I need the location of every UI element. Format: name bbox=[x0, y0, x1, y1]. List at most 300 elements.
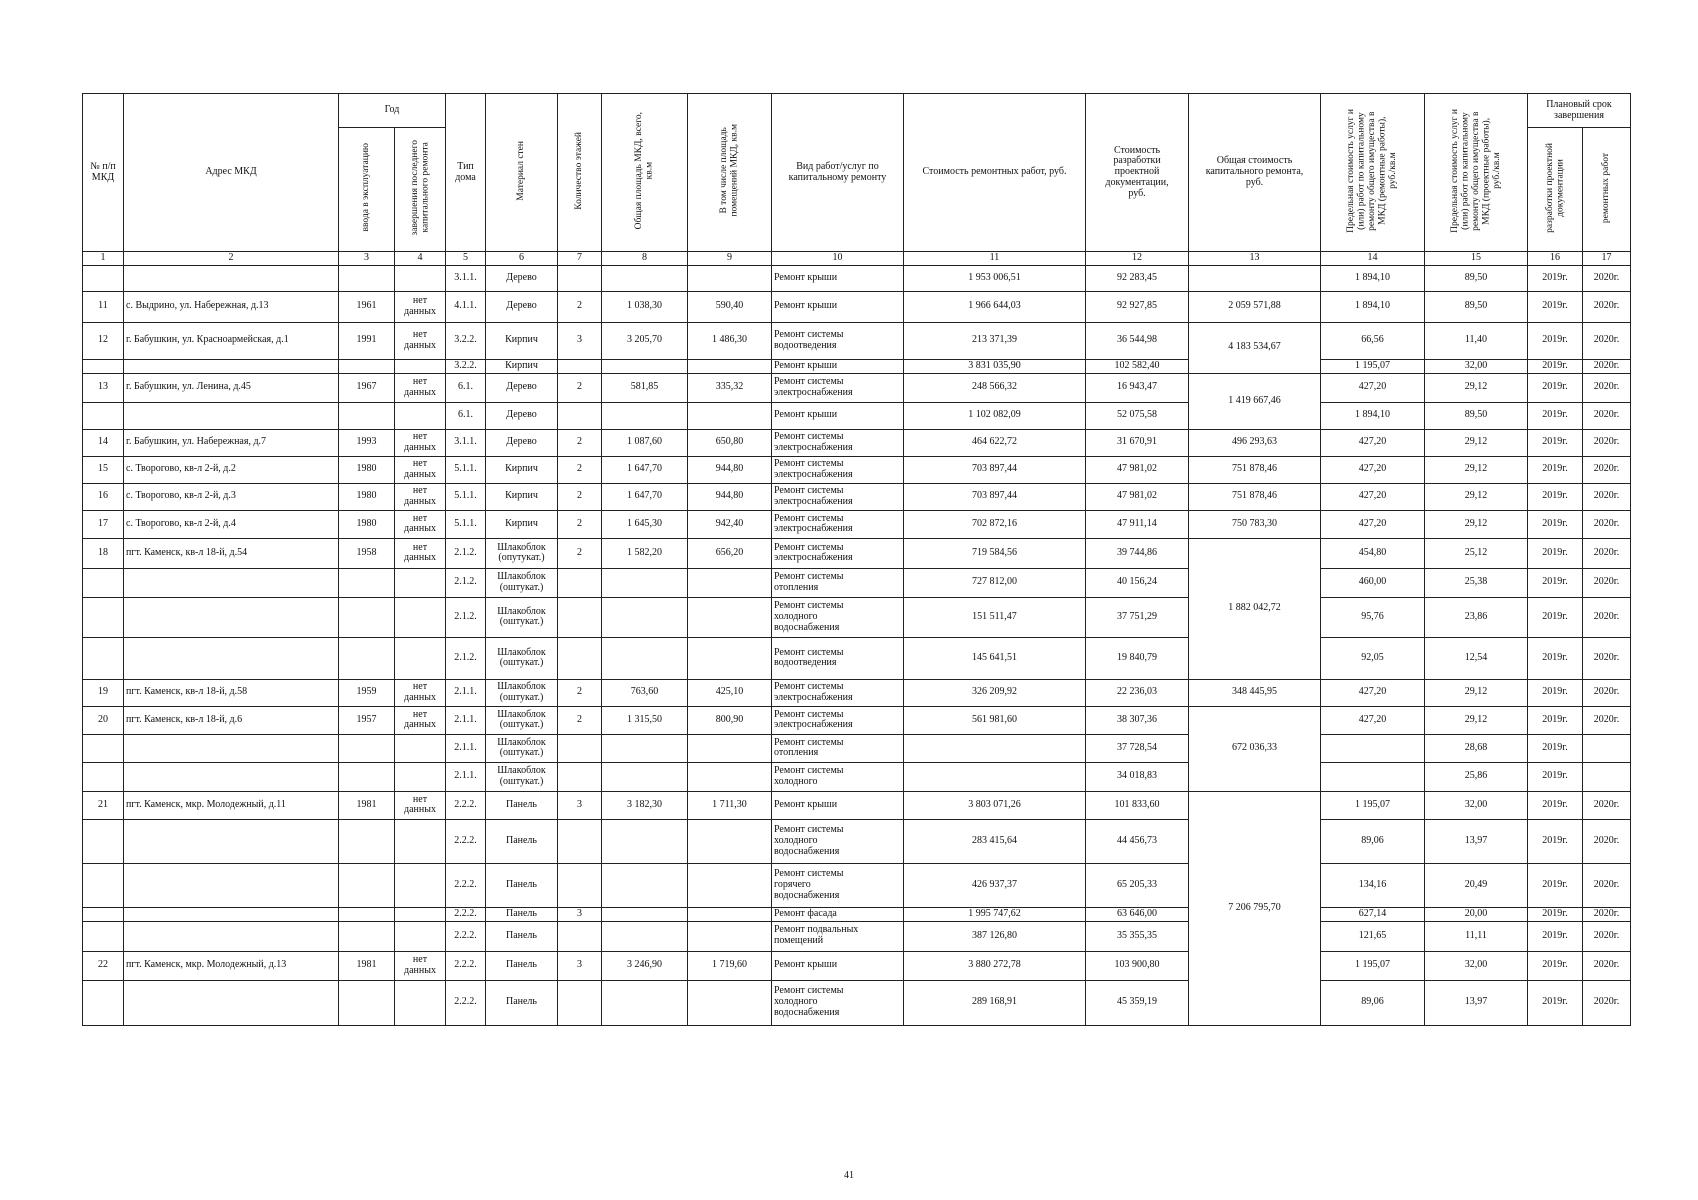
cell-c9 bbox=[688, 568, 772, 597]
cell-c12: 36 544,98 bbox=[1086, 322, 1189, 359]
cell-c10: Ремонт системы водоотведения bbox=[772, 637, 904, 679]
cell-c17: 2020г. bbox=[1583, 706, 1631, 734]
cell-total-cost: 751 878,46 bbox=[1189, 483, 1321, 510]
cell-c16: 2019г. bbox=[1528, 907, 1583, 921]
cell-c12: 102 582,40 bbox=[1086, 359, 1189, 373]
cell-c10: Ремонт системы отопления bbox=[772, 734, 904, 762]
cell-c16: 2019г. bbox=[1528, 706, 1583, 734]
cell-c3 bbox=[339, 359, 395, 373]
cell-c3 bbox=[339, 980, 395, 1025]
header-col-8: Общая площадь МКД, всего, кв.м bbox=[602, 94, 688, 252]
cell-c3: 1981 bbox=[339, 951, 395, 980]
cell-c2 bbox=[124, 597, 339, 637]
cell-c4: нет данных bbox=[395, 456, 446, 483]
cell-c10: Ремонт системы горячего водоснабжения bbox=[772, 863, 904, 907]
cell-c9: 944,80 bbox=[688, 456, 772, 483]
table-row bbox=[83, 907, 1631, 921]
cell-c12: 47 911,14 bbox=[1086, 510, 1189, 538]
cell-c9: 590,40 bbox=[688, 291, 772, 322]
column-number-7: 7 bbox=[558, 252, 602, 266]
cell-c7: 2 bbox=[558, 373, 602, 402]
cell-c8 bbox=[602, 734, 688, 762]
cell-c7 bbox=[558, 402, 602, 429]
cell-c15: 20,00 bbox=[1425, 907, 1528, 921]
cell-c8 bbox=[602, 637, 688, 679]
column-number-17: 17 bbox=[1583, 252, 1631, 266]
cell-c7: 2 bbox=[558, 706, 602, 734]
cell-total-cost: 348 445,95 bbox=[1189, 679, 1321, 706]
cell-c14: 427,20 bbox=[1321, 373, 1425, 402]
cell-c10: Ремонт системы электроснабжения bbox=[772, 679, 904, 706]
cell-c5: 2.2.2. bbox=[446, 951, 486, 980]
cell-c3 bbox=[339, 402, 395, 429]
cell-c8 bbox=[602, 568, 688, 597]
cell-c8 bbox=[602, 402, 688, 429]
cell-c17: 2020г. bbox=[1583, 819, 1631, 863]
cell-c12: 103 900,80 bbox=[1086, 951, 1189, 980]
cell-c5: 2.1.2. bbox=[446, 538, 486, 568]
cell-c7: 2 bbox=[558, 483, 602, 510]
cell-c4 bbox=[395, 819, 446, 863]
cell-c8 bbox=[602, 921, 688, 951]
cell-c2 bbox=[124, 863, 339, 907]
cell-c15: 13,97 bbox=[1425, 819, 1528, 863]
cell-c5: 2.2.2. bbox=[446, 921, 486, 951]
cell-c3 bbox=[339, 907, 395, 921]
cell-c10: Ремонт системы холодного водоснабжения bbox=[772, 819, 904, 863]
cell-c5: 2.1.1. bbox=[446, 762, 486, 791]
cell-c16: 2019г. bbox=[1528, 568, 1583, 597]
cell-c9 bbox=[688, 359, 772, 373]
cell-c2 bbox=[124, 359, 339, 373]
header-col-3: ввода в эксплуатацию bbox=[339, 128, 395, 252]
cell-c9 bbox=[688, 597, 772, 637]
cell-c8 bbox=[602, 980, 688, 1025]
cell-c17: 2020г. bbox=[1583, 291, 1631, 322]
cell-c14: 66,56 bbox=[1321, 322, 1425, 359]
cell-c12: 101 833,60 bbox=[1086, 791, 1189, 819]
cell-c7: 3 bbox=[558, 907, 602, 921]
cell-c15: 29,12 bbox=[1425, 429, 1528, 456]
cell-c9 bbox=[688, 265, 772, 291]
cell-total-cost: 7 206 795,70 bbox=[1189, 791, 1321, 1025]
cell-c3: 1991 bbox=[339, 322, 395, 359]
cell-c6: Панель bbox=[486, 921, 558, 951]
cell-c10: Ремонт фасада bbox=[772, 907, 904, 921]
table-row bbox=[83, 921, 1631, 951]
cell-c17: 2020г. bbox=[1583, 568, 1631, 597]
cell-c1 bbox=[83, 568, 124, 597]
cell-c3: 1980 bbox=[339, 456, 395, 483]
cell-c4: нет данных bbox=[395, 791, 446, 819]
cell-c11: 145 641,51 bbox=[904, 637, 1086, 679]
cell-c7: 3 bbox=[558, 951, 602, 980]
cell-c16: 2019г. bbox=[1528, 265, 1583, 291]
cell-c3: 1980 bbox=[339, 483, 395, 510]
column-number-2: 2 bbox=[124, 252, 339, 266]
cell-c15: 25,86 bbox=[1425, 762, 1528, 791]
cell-c10: Ремонт крыши bbox=[772, 791, 904, 819]
cell-c17: 2020г. bbox=[1583, 429, 1631, 456]
cell-c1: 19 bbox=[83, 679, 124, 706]
cell-c2: г. Бабушкин, ул. Набережная, д.7 bbox=[124, 429, 339, 456]
cell-c5: 2.1.1. bbox=[446, 734, 486, 762]
cell-c8: 1 087,60 bbox=[602, 429, 688, 456]
cell-c2 bbox=[124, 734, 339, 762]
cell-c1 bbox=[83, 907, 124, 921]
cell-c3 bbox=[339, 597, 395, 637]
cell-c14: 1 894,10 bbox=[1321, 291, 1425, 322]
cell-c3 bbox=[339, 734, 395, 762]
cell-c4 bbox=[395, 980, 446, 1025]
cell-c11: 719 584,56 bbox=[904, 538, 1086, 568]
header-col-14: Предельная стоимость услуг и (или) работ по капитальному ремонту общего имущества в МКД (ремонтные работы), руб./кв.м bbox=[1321, 94, 1425, 252]
cell-c8: 3 246,90 bbox=[602, 951, 688, 980]
cell-c8: 1 645,30 bbox=[602, 510, 688, 538]
cell-c2 bbox=[124, 568, 339, 597]
cell-c2 bbox=[124, 402, 339, 429]
cell-c7 bbox=[558, 980, 602, 1025]
cell-c6: Панель bbox=[486, 791, 558, 819]
cell-c4 bbox=[395, 921, 446, 951]
cell-c12: 40 156,24 bbox=[1086, 568, 1189, 597]
cell-c16: 2019г. bbox=[1528, 291, 1583, 322]
cell-c12: 47 981,02 bbox=[1086, 456, 1189, 483]
cell-c2: с. Творогово, кв-л 2-й, д.4 bbox=[124, 510, 339, 538]
cell-c5: 3.2.2. bbox=[446, 359, 486, 373]
cell-c17 bbox=[1583, 734, 1631, 762]
cell-c17: 2020г. bbox=[1583, 597, 1631, 637]
cell-c7 bbox=[558, 597, 602, 637]
cell-c12: 52 075,58 bbox=[1086, 402, 1189, 429]
cell-c6: Дерево bbox=[486, 291, 558, 322]
cell-c10: Ремонт системы холодного водоснабжения bbox=[772, 597, 904, 637]
column-number-8: 8 bbox=[602, 252, 688, 266]
cell-c17: 2020г. bbox=[1583, 265, 1631, 291]
cell-c16: 2019г. bbox=[1528, 734, 1583, 762]
cell-c12: 35 355,35 bbox=[1086, 921, 1189, 951]
cell-c5: 2.1.1. bbox=[446, 679, 486, 706]
cell-c9 bbox=[688, 863, 772, 907]
cell-c10: Ремонт системы отопления bbox=[772, 568, 904, 597]
cell-total-cost: 672 036,33 bbox=[1189, 706, 1321, 791]
cell-c17: 2020г. bbox=[1583, 791, 1631, 819]
cell-c14: 427,20 bbox=[1321, 456, 1425, 483]
cell-c14: 427,20 bbox=[1321, 706, 1425, 734]
cell-c11: 3 880 272,78 bbox=[904, 951, 1086, 980]
header-col-4: завершения последнего капитального ремонта bbox=[395, 128, 446, 252]
table-row bbox=[83, 510, 1631, 538]
cell-c2 bbox=[124, 637, 339, 679]
cell-c2 bbox=[124, 907, 339, 921]
cell-total-cost: 750 783,30 bbox=[1189, 510, 1321, 538]
cell-c14: 1 195,07 bbox=[1321, 951, 1425, 980]
cell-c12: 31 670,91 bbox=[1086, 429, 1189, 456]
cell-c11 bbox=[904, 734, 1086, 762]
cell-c17: 2020г. bbox=[1583, 637, 1631, 679]
cell-c4: нет данных bbox=[395, 679, 446, 706]
cell-c1 bbox=[83, 762, 124, 791]
cell-c15: 32,00 bbox=[1425, 951, 1528, 980]
cell-c4: нет данных bbox=[395, 706, 446, 734]
cell-c6: Панель bbox=[486, 819, 558, 863]
cell-c9: 942,40 bbox=[688, 510, 772, 538]
cell-c1 bbox=[83, 980, 124, 1025]
cell-c16: 2019г. bbox=[1528, 762, 1583, 791]
table-row bbox=[83, 456, 1631, 483]
cell-c11 bbox=[904, 762, 1086, 791]
cell-c3 bbox=[339, 637, 395, 679]
cell-c6: Кирпич bbox=[486, 510, 558, 538]
cell-c7 bbox=[558, 863, 602, 907]
cell-c9: 425,10 bbox=[688, 679, 772, 706]
cell-c11: 3 831 035,90 bbox=[904, 359, 1086, 373]
cell-c16: 2019г. bbox=[1528, 863, 1583, 907]
cell-c16: 2019г. bbox=[1528, 679, 1583, 706]
page-number: 41 bbox=[844, 1170, 854, 1181]
cell-c6: Дерево bbox=[486, 402, 558, 429]
cell-c4 bbox=[395, 863, 446, 907]
table-header bbox=[83, 94, 1631, 266]
cell-c7 bbox=[558, 265, 602, 291]
cell-c14: 95,76 bbox=[1321, 597, 1425, 637]
cell-c12: 65 205,33 bbox=[1086, 863, 1189, 907]
cell-c3 bbox=[339, 921, 395, 951]
cell-c12: 63 646,00 bbox=[1086, 907, 1189, 921]
header-col-2: Адрес МКД bbox=[124, 94, 339, 252]
cell-c10: Ремонт крыши bbox=[772, 265, 904, 291]
cell-c16: 2019г. bbox=[1528, 483, 1583, 510]
cell-c3: 1967 bbox=[339, 373, 395, 402]
cell-c7 bbox=[558, 921, 602, 951]
cell-c12: 45 359,19 bbox=[1086, 980, 1189, 1025]
cell-c16: 2019г. bbox=[1528, 429, 1583, 456]
cell-c8 bbox=[602, 907, 688, 921]
cell-c5: 5.1.1. bbox=[446, 456, 486, 483]
cell-c15: 11,40 bbox=[1425, 322, 1528, 359]
cell-c1 bbox=[83, 265, 124, 291]
table-row bbox=[83, 679, 1631, 706]
cell-c6: Панель bbox=[486, 951, 558, 980]
column-number-4: 4 bbox=[395, 252, 446, 266]
cell-total-cost: 2 059 571,88 bbox=[1189, 291, 1321, 322]
cell-c4 bbox=[395, 637, 446, 679]
cell-c17: 2020г. bbox=[1583, 456, 1631, 483]
cell-c7: 3 bbox=[558, 791, 602, 819]
cell-c11: 727 812,00 bbox=[904, 568, 1086, 597]
cell-c9 bbox=[688, 980, 772, 1025]
header-col-9: В том числе площадь помещений МКД, кв.м bbox=[688, 94, 772, 252]
cell-c2: г. Бабушкин, ул. Красноармейская, д.1 bbox=[124, 322, 339, 359]
cell-c6: Кирпич bbox=[486, 483, 558, 510]
cell-c6: Шлакоблок (оштукат.) bbox=[486, 679, 558, 706]
cell-c8: 3 182,30 bbox=[602, 791, 688, 819]
header-plan-group: Плановый срок завершения bbox=[1528, 94, 1631, 128]
cell-c3: 1993 bbox=[339, 429, 395, 456]
cell-c15: 25,38 bbox=[1425, 568, 1528, 597]
cell-c8: 1 038,30 bbox=[602, 291, 688, 322]
cell-c14: 427,20 bbox=[1321, 679, 1425, 706]
cell-c16: 2019г. bbox=[1528, 819, 1583, 863]
cell-c14: 1 195,07 bbox=[1321, 359, 1425, 373]
cell-c14: 460,00 bbox=[1321, 568, 1425, 597]
cell-c9: 1 719,60 bbox=[688, 951, 772, 980]
table-body bbox=[83, 265, 1631, 1025]
table-row bbox=[83, 863, 1631, 907]
cell-c11: 283 415,64 bbox=[904, 819, 1086, 863]
cell-c14: 1 195,07 bbox=[1321, 791, 1425, 819]
cell-c11: 289 168,91 bbox=[904, 980, 1086, 1025]
cell-c8 bbox=[602, 762, 688, 791]
cell-c2 bbox=[124, 819, 339, 863]
cell-c17: 2020г. bbox=[1583, 951, 1631, 980]
cell-c15: 89,50 bbox=[1425, 265, 1528, 291]
cell-c12: 34 018,83 bbox=[1086, 762, 1189, 791]
cell-c16: 2019г. bbox=[1528, 402, 1583, 429]
header-col-6: Материал стен bbox=[486, 94, 558, 252]
cell-c14 bbox=[1321, 762, 1425, 791]
cell-c8 bbox=[602, 863, 688, 907]
cell-c9 bbox=[688, 637, 772, 679]
cell-c10: Ремонт крыши bbox=[772, 291, 904, 322]
cell-c17: 2020г. bbox=[1583, 322, 1631, 359]
cell-c9 bbox=[688, 734, 772, 762]
cell-c3 bbox=[339, 863, 395, 907]
cell-c5: 3.1.1. bbox=[446, 429, 486, 456]
cell-c11: 1 995 747,62 bbox=[904, 907, 1086, 921]
cell-c10: Ремонт системы электроснабжения bbox=[772, 373, 904, 402]
cell-c16: 2019г. bbox=[1528, 791, 1583, 819]
cell-c14: 121,65 bbox=[1321, 921, 1425, 951]
header-col-12: Стоимость разработки проектной документации, руб. bbox=[1086, 94, 1189, 252]
cell-c12: 38 307,36 bbox=[1086, 706, 1189, 734]
cell-c14 bbox=[1321, 734, 1425, 762]
cell-c5: 2.2.2. bbox=[446, 819, 486, 863]
cell-c1: 12 bbox=[83, 322, 124, 359]
column-number-11: 11 bbox=[904, 252, 1086, 266]
cell-c11: 464 622,72 bbox=[904, 429, 1086, 456]
cell-c1: 15 bbox=[83, 456, 124, 483]
cell-c2: пгт. Каменск, кв-л 18-й, д.58 bbox=[124, 679, 339, 706]
cell-c17: 2020г. bbox=[1583, 359, 1631, 373]
cell-c10: Ремонт системы холодного водоснабжения bbox=[772, 980, 904, 1025]
cell-c9: 650,80 bbox=[688, 429, 772, 456]
cell-c7: 2 bbox=[558, 510, 602, 538]
table-row bbox=[83, 568, 1631, 597]
cell-c8: 763,60 bbox=[602, 679, 688, 706]
cell-c17: 2020г. bbox=[1583, 402, 1631, 429]
cell-c1: 17 bbox=[83, 510, 124, 538]
cell-c1: 11 bbox=[83, 291, 124, 322]
cell-c4: нет данных bbox=[395, 291, 446, 322]
cell-c9: 800,90 bbox=[688, 706, 772, 734]
cell-c6: Шлакоблок (опутукат.) bbox=[486, 538, 558, 568]
cell-c5: 2.2.2. bbox=[446, 980, 486, 1025]
cell-c2 bbox=[124, 265, 339, 291]
cell-c3: 1981 bbox=[339, 791, 395, 819]
cell-c11: 1 953 006,51 bbox=[904, 265, 1086, 291]
cell-c1 bbox=[83, 359, 124, 373]
cell-total-cost bbox=[1189, 265, 1321, 291]
cell-c3 bbox=[339, 568, 395, 597]
header-year-group: Год bbox=[339, 94, 446, 128]
cell-c2: пгт. Каменск, кв-л 18-й, д.6 bbox=[124, 706, 339, 734]
cell-c17: 2020г. bbox=[1583, 510, 1631, 538]
cell-c6: Шлакоблок (оштукат.) bbox=[486, 762, 558, 791]
cell-c4 bbox=[395, 402, 446, 429]
cell-c11: 561 981,60 bbox=[904, 706, 1086, 734]
table-row bbox=[83, 762, 1631, 791]
cell-c8 bbox=[602, 597, 688, 637]
cell-c7 bbox=[558, 819, 602, 863]
cell-c15: 29,12 bbox=[1425, 679, 1528, 706]
cell-c6: Панель bbox=[486, 980, 558, 1025]
cell-c16: 2019г. bbox=[1528, 538, 1583, 568]
cell-c9: 335,32 bbox=[688, 373, 772, 402]
cell-c14: 92,05 bbox=[1321, 637, 1425, 679]
cell-c9 bbox=[688, 921, 772, 951]
cell-c15: 29,12 bbox=[1425, 373, 1528, 402]
cell-c8: 1 315,50 bbox=[602, 706, 688, 734]
column-number-14: 14 bbox=[1321, 252, 1425, 266]
table-row bbox=[83, 291, 1631, 322]
cell-c5: 2.1.2. bbox=[446, 568, 486, 597]
cell-c2: пгт. Каменск, мкр. Молодежный, д.13 bbox=[124, 951, 339, 980]
table-row bbox=[83, 706, 1631, 734]
cell-c10: Ремонт системы электроснабжения bbox=[772, 483, 904, 510]
header-col-11: Стоимость ремонтных работ, руб. bbox=[904, 94, 1086, 252]
cell-c9: 1 711,30 bbox=[688, 791, 772, 819]
cell-c9 bbox=[688, 762, 772, 791]
cell-c16: 2019г. bbox=[1528, 921, 1583, 951]
cell-c14: 427,20 bbox=[1321, 510, 1425, 538]
column-number-15: 15 bbox=[1425, 252, 1528, 266]
cell-total-cost: 4 183 534,67 bbox=[1189, 322, 1321, 373]
cell-c11: 703 897,44 bbox=[904, 483, 1086, 510]
cell-c10: Ремонт системы электроснабжения bbox=[772, 456, 904, 483]
cell-c8: 581,85 bbox=[602, 373, 688, 402]
cell-c5: 3.1.1. bbox=[446, 265, 486, 291]
cell-c5: 2.1.2. bbox=[446, 637, 486, 679]
column-number-3: 3 bbox=[339, 252, 395, 266]
cell-c12: 19 840,79 bbox=[1086, 637, 1189, 679]
cell-c9 bbox=[688, 402, 772, 429]
cell-c12: 22 236,03 bbox=[1086, 679, 1189, 706]
column-number-9: 9 bbox=[688, 252, 772, 266]
table-row bbox=[83, 538, 1631, 568]
cell-c14: 89,06 bbox=[1321, 819, 1425, 863]
cell-c15: 32,00 bbox=[1425, 359, 1528, 373]
cell-c7: 2 bbox=[558, 456, 602, 483]
cell-c5: 6.1. bbox=[446, 402, 486, 429]
cell-c4 bbox=[395, 762, 446, 791]
cell-c17: 2020г. bbox=[1583, 373, 1631, 402]
cell-c10: Ремонт крыши bbox=[772, 402, 904, 429]
cell-c6: Шлакоблок (оштукат.) bbox=[486, 734, 558, 762]
cell-c15: 25,12 bbox=[1425, 538, 1528, 568]
cell-c11: 3 803 071,26 bbox=[904, 791, 1086, 819]
cell-c11: 1 966 644,03 bbox=[904, 291, 1086, 322]
column-number-5: 5 bbox=[446, 252, 486, 266]
cell-c12: 37 751,29 bbox=[1086, 597, 1189, 637]
cell-c2 bbox=[124, 921, 339, 951]
cell-c6: Шлакоблок (оштукат.) bbox=[486, 568, 558, 597]
cell-c16: 2019г. bbox=[1528, 510, 1583, 538]
cell-c10: Ремонт крыши bbox=[772, 359, 904, 373]
cell-c1: 16 bbox=[83, 483, 124, 510]
cell-c17: 2020г. bbox=[1583, 538, 1631, 568]
header-col-5: Тип дома bbox=[446, 94, 486, 252]
